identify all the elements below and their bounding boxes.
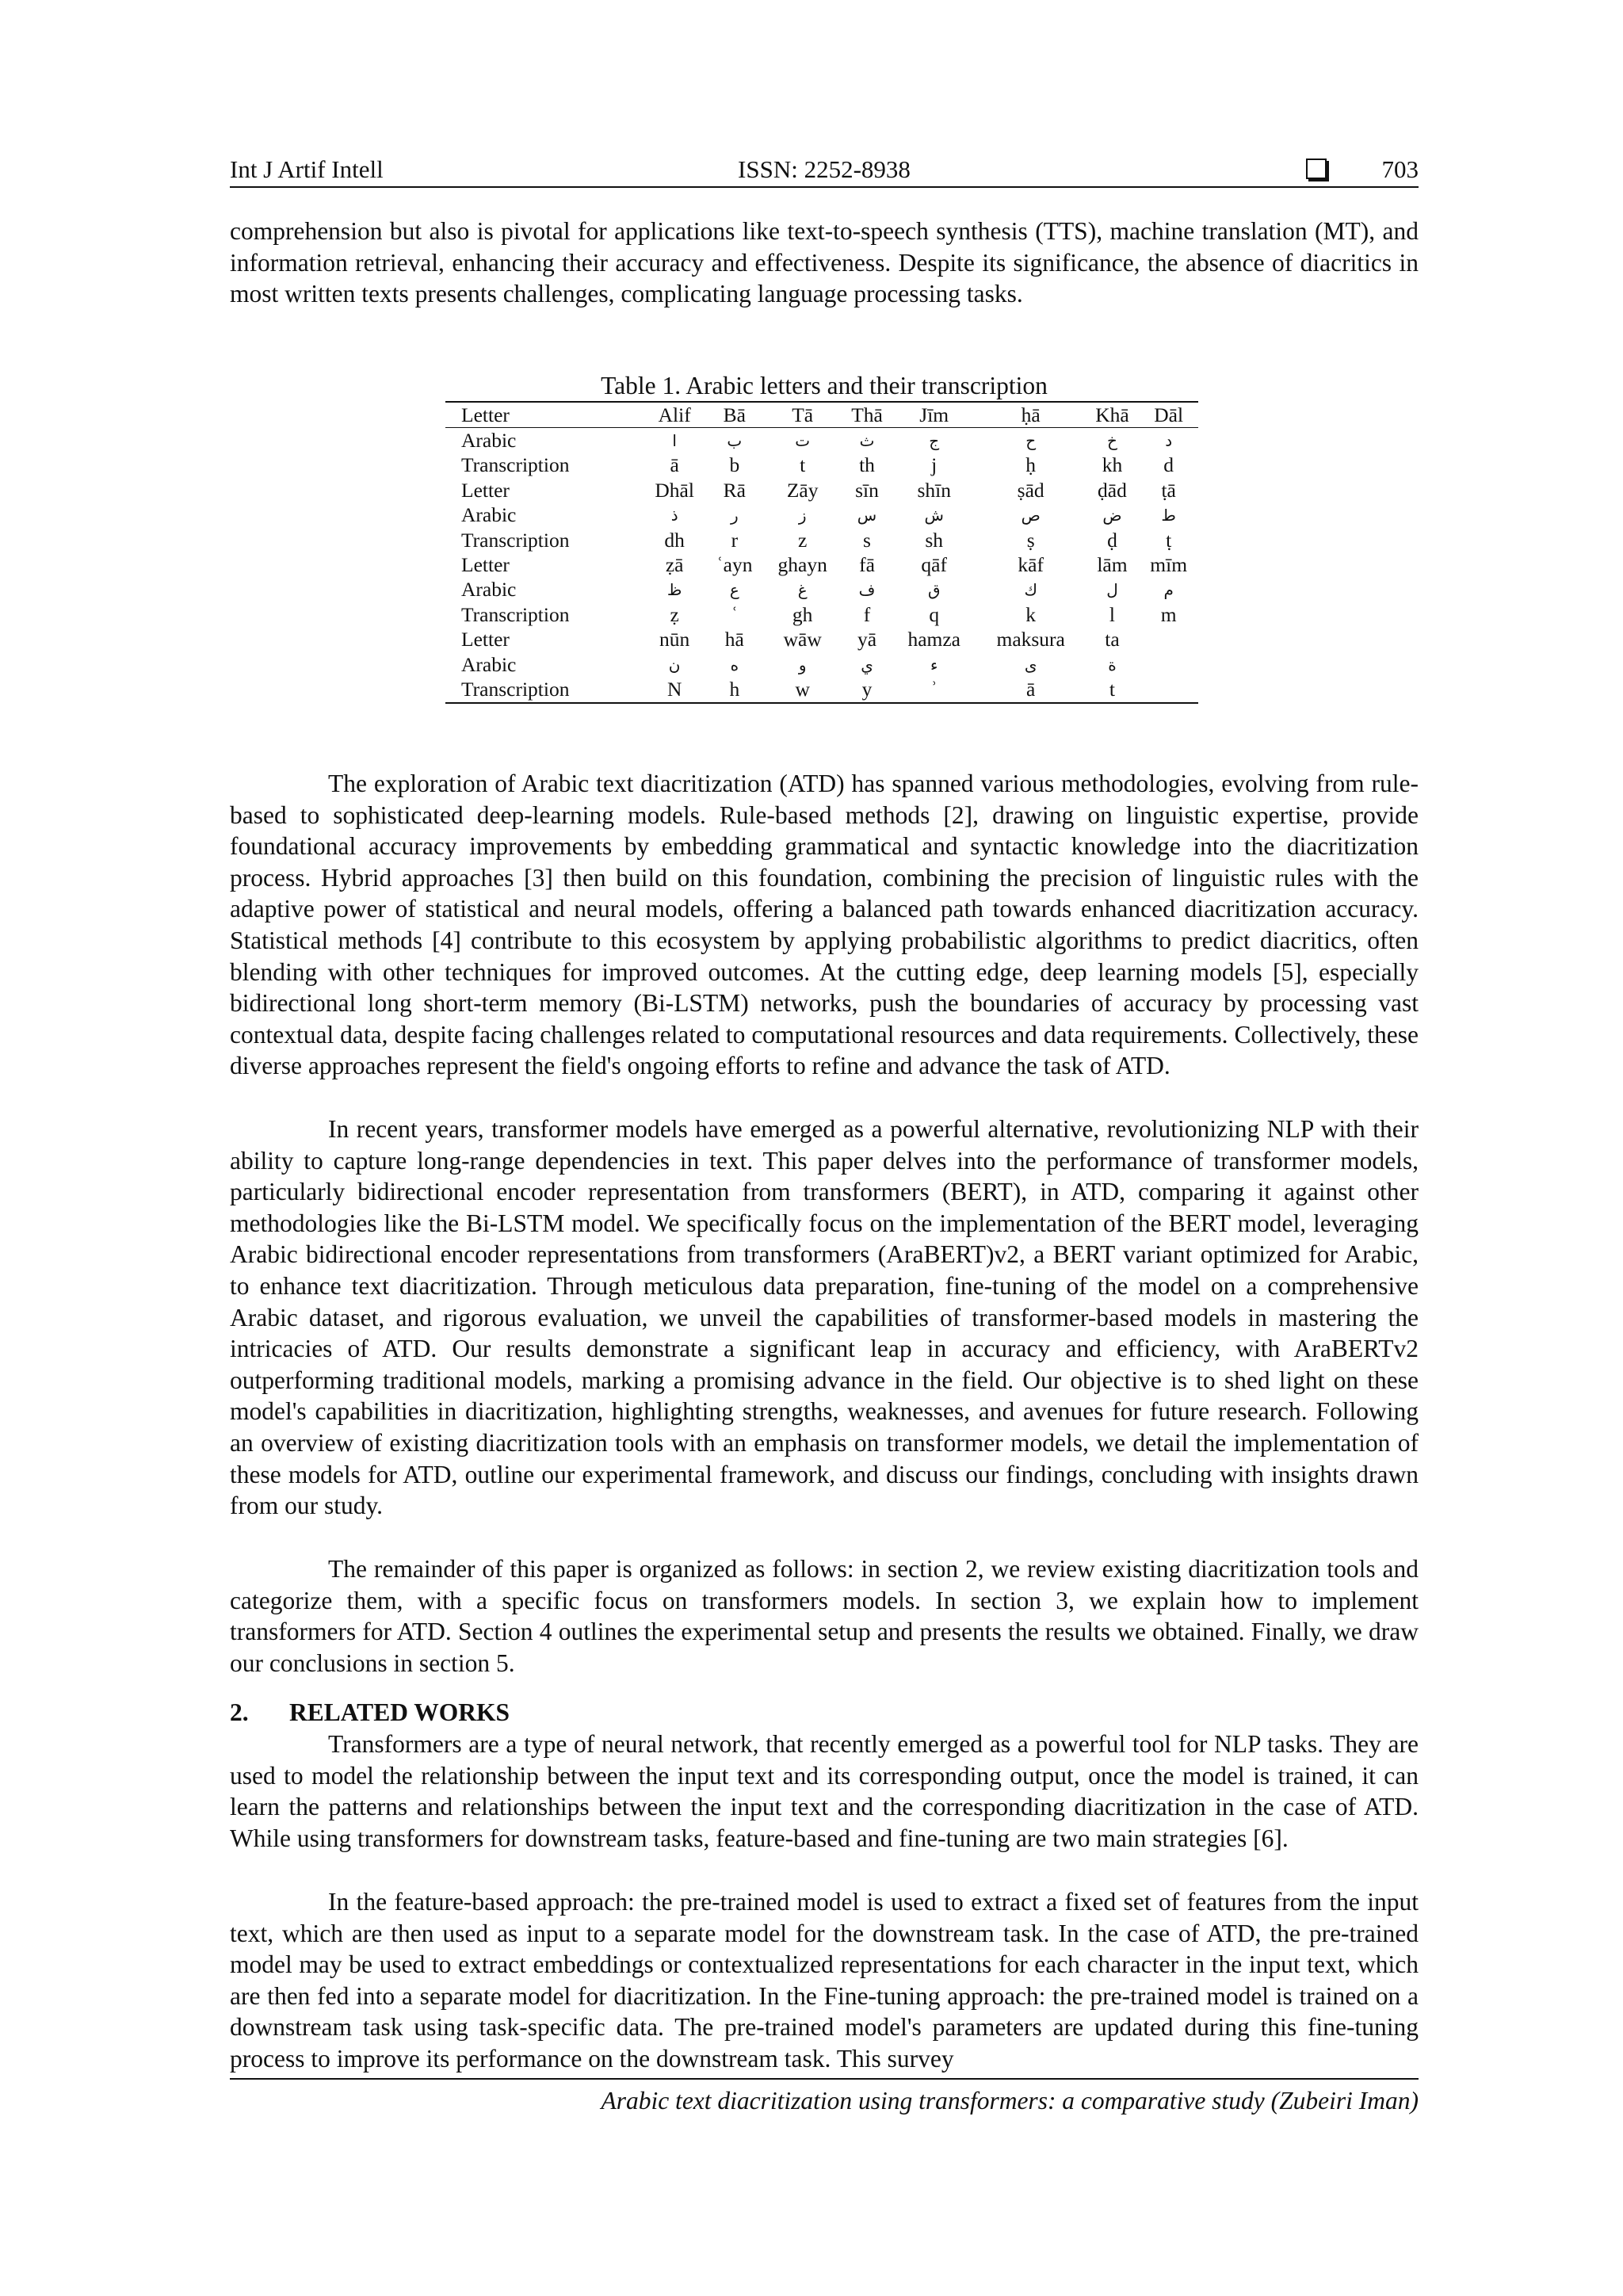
table-cell: ز xyxy=(798,506,807,525)
table-cell: ẓ xyxy=(670,602,679,626)
footer-rule xyxy=(230,2078,1419,2080)
row-label-cell: Letter xyxy=(461,478,510,502)
table-cell: Dāl xyxy=(1139,402,1198,428)
body-paragraph-2: In recent years, transformer models have emerged as a powerful alternative, revolutionizing NLP with their ability to capture long-range dependencies in text. This paper delves into the performance of transformer models, particularly bidirectional encoder representation from transformers (BERT), in ATD, comparing it against other methodologies like the Bi-LSTM model. We specifically focus on the implementation of the BERT model, leveraging Arabic bidirectional encoder representations from transformers (AraBERT)v2, a BERT variant optimized for Arabic, to enhance text diacritization. Through meticulous data preparation, fine-tuning of the model on a comprehensive Arabic dataset, and rigorous evaluation, we unveil the capabilities of transformer-based models in mastering the intricacies of ATD. Our results demonstrate a significant leap in accuracy and efficiency, with AraBERTv2 outperforming traditional models, marking a promising advance in the field. Our objective is to shed light on these model's capabilities in diacritization, highlighting strengths, weaknesses, and avenues for future research. Following an overview of existing diacritization tools with an emphasis on transformer models, we detail the implementation of these models for ATD, outline our experimental framework, and discuss our findings, concluding with insights drawn from our study. xyxy=(230,1115,1419,1520)
table-cell: ص xyxy=(1021,506,1041,525)
table-cell: ط xyxy=(1161,506,1176,525)
table-cell: ا xyxy=(672,431,677,451)
header-rule xyxy=(230,186,1419,188)
table-cell: ى xyxy=(1024,655,1037,674)
table-cell: ي xyxy=(861,655,873,674)
table-row xyxy=(445,528,1198,552)
table-row xyxy=(445,402,1198,428)
table-cell: wāw xyxy=(783,628,822,651)
intro-paragraph: comprehension but also is pivotal for applications like text-to-speech synthesis (TTS), machine translation (MT), and information retrieval, enhancing their accuracy and effectiveness. Despite its significance, the absence of diacritics in most written texts presents challenges, complicating language processing tasks. xyxy=(230,217,1419,308)
table-cell: b xyxy=(729,453,740,477)
body-paragraph-1: The exploration of Arabic text diacritization (ATD) has spanned various methodologies, evolving from rule-based to sophisticated deep-learning models. Rule-based methods [2], drawing on linguistic expertise, provide foundational accuracy improvements by embedding grammatical and syntactic knowledge into the diacritization process. Hybrid approaches [3] then build on this foundation, combining the precision of linguistic rules with the adaptive power of statistical and neural models, offering a balanced path towards enhanced diacritization accuracy. Statistical methods [4] contribute to this ecosystem by applying probabilistic algorithms to predict diacritics, often blending with other techniques for improved outcomes. At the cutting edge, deep learning models [5], especially bidirectional long short-term memory (Bi-LSTM) networks, push the boundaries of accuracy by processing vast contextual data, despite facing challenges related to computational resources and data requirements. Collectively, these diverse approaches represent the field's ongoing efforts to refine and advance the task of ATD. xyxy=(230,770,1419,1080)
table-cell: ض xyxy=(1102,506,1122,525)
table-cell: maksura xyxy=(996,628,1065,651)
table-cell: ذ xyxy=(670,506,678,525)
table-cell: ش xyxy=(924,506,944,525)
table-cell: ف xyxy=(858,580,876,600)
issn: ISSN: 2252-8938 xyxy=(738,155,911,183)
table-cell: gh xyxy=(792,602,813,626)
row-label-cell: Transcription xyxy=(461,602,570,626)
table-cell: t xyxy=(1109,677,1115,701)
table-cell: ع xyxy=(729,580,739,600)
table-cell: h xyxy=(729,677,740,701)
table-cell: ʿ xyxy=(731,602,739,626)
running-header xyxy=(230,155,1419,187)
row-label-cell: Letter xyxy=(461,553,510,577)
table-cell: ه xyxy=(730,655,739,674)
table-cell: ḍ xyxy=(1107,528,1117,552)
table-cell: و xyxy=(798,655,807,674)
table-cell: f xyxy=(863,602,871,626)
table-cell: ta xyxy=(1105,628,1120,651)
table-cell: ṭ xyxy=(1166,528,1172,552)
table-cell xyxy=(1139,652,1198,677)
table-cell: ظ xyxy=(666,580,682,600)
table-cell: غ xyxy=(797,580,808,600)
table-cell: kāf xyxy=(1018,553,1044,577)
section2-paragraph-1: Transformers are a type of neural network, that recently emerged as a powerful tool for NLP tasks. They are used to model the relationship between the input text and its corresponding output, once the model is trained, it can learn the patterns and relationships between the input text and the corresponding diacritization in the case of ATD. While using transformers for downstream tasks, feature-based and fine-tuning are two main strategies [6]. xyxy=(230,1730,1419,1852)
table-cell: r xyxy=(731,528,739,552)
table-cell: ق xyxy=(927,580,941,600)
table-cell: kh xyxy=(1102,453,1123,477)
row-label-cell: Arabic xyxy=(461,503,517,527)
row-label-cell: Arabic xyxy=(461,429,517,453)
table-cell: Dhāl xyxy=(655,478,694,502)
table-cell: yā xyxy=(857,628,877,651)
table-cell: د xyxy=(1165,431,1173,451)
table-cell: Zāy xyxy=(786,478,819,502)
table-cell: Alif xyxy=(643,402,706,428)
table-cell: ā xyxy=(1026,677,1036,701)
table-row xyxy=(445,503,1198,528)
table-row xyxy=(445,602,1198,627)
table-cell: shīn xyxy=(917,478,951,502)
table-cell: Rā xyxy=(723,478,746,502)
row-label-cell: Arabic xyxy=(461,578,517,602)
table-cell: Khā xyxy=(1086,402,1140,428)
table-cell: hamza xyxy=(907,628,960,651)
table-cell: l xyxy=(1109,602,1115,626)
table-cell: ر xyxy=(730,506,739,525)
table-cell: fā xyxy=(859,553,875,577)
table-cell: ā xyxy=(670,453,679,477)
table-row xyxy=(445,652,1198,677)
row-label-cell: Letter xyxy=(445,402,643,428)
table-cell: s xyxy=(863,528,871,552)
table-cell: ب xyxy=(727,431,743,451)
table-cell: ṣād xyxy=(1017,478,1044,502)
journal-name: Int J Artif Intell xyxy=(230,155,384,183)
table-cell: th xyxy=(859,453,875,477)
table-cell: ح xyxy=(1025,431,1037,451)
section2-paragraph-2: In the feature-based approach: the pre-trained model is used to extract a fixed set of features from the input text, which are then used as input to a separate model for the downstream task. In the case of ATD, the pre-trained model may be used to extract embeddings or contextualized representations for each character in the input text, which are then fed into a separate model for diacritization. In the Fine-tuning approach: the pre-trained model is trained on a downstream task using task-specific data. The pre-trained model's parameters are updated during this fine-tuning process to improve its performance on the downstream task. This survey xyxy=(230,1888,1419,2073)
row-label-cell: Transcription xyxy=(461,528,570,552)
table-cell: ة xyxy=(1108,655,1117,674)
table-cell: y xyxy=(861,677,873,701)
table-cell: ʾ xyxy=(930,677,938,701)
table-cell: Tā xyxy=(763,402,842,428)
body-paragraph-3: The remainder of this paper is organized as follows: in section 2, we review existing diacritization tools and categorize them, with a specific focus on transformers models. In section 3, we explain how to implement transformers for ATD. Section 4 outlines the experimental setup and presents the results we obtained. Finally, we draw our conclusions in section 5. xyxy=(230,1555,1419,1677)
table-cell: م xyxy=(1163,580,1174,600)
section-title: RELATED WORKS xyxy=(289,1698,510,1726)
table-cell: ṣ xyxy=(1026,528,1035,552)
table-cell: sh xyxy=(925,528,944,552)
running-footer: Arabic text diacritization using transformers: a comparative study (Zubeiri Iman) xyxy=(601,2087,1419,2115)
table-cell: س xyxy=(857,506,877,525)
table-cell: ث xyxy=(859,431,875,451)
table-cell: ʿayn xyxy=(716,553,753,577)
table-caption: Table 1. Arabic letters and their transcription xyxy=(601,372,1048,399)
table-cell: خ xyxy=(1107,431,1117,451)
table-cell: ṭā xyxy=(1161,478,1176,502)
table-row xyxy=(445,628,1198,652)
table-cell: lām xyxy=(1097,553,1128,577)
table-cell: ẓā xyxy=(665,553,684,577)
table-cell: ج xyxy=(929,431,940,451)
table-cell: m xyxy=(1160,602,1177,626)
table-cell: z xyxy=(798,528,808,552)
table-row xyxy=(445,428,1198,453)
table-cell xyxy=(1139,677,1198,702)
section-number: 2. xyxy=(230,1698,249,1726)
table-cell: ل xyxy=(1106,580,1118,600)
table-cell: ḥ xyxy=(1025,453,1037,477)
table-cell: N xyxy=(666,677,682,701)
table-cell: w xyxy=(795,677,810,701)
table-cell: ء xyxy=(930,655,938,674)
table-cell: ت xyxy=(795,431,811,451)
table-cell: ḍād xyxy=(1098,478,1127,502)
table-row xyxy=(445,478,1198,502)
arabic-letters-table xyxy=(445,401,1198,704)
table-cell: t xyxy=(800,453,806,477)
table-row xyxy=(445,552,1198,577)
table-row xyxy=(445,578,1198,602)
table-cell: sīn xyxy=(855,478,879,502)
table-cell: ḥā xyxy=(976,402,1086,428)
row-label-cell: Transcription xyxy=(461,453,570,477)
table-cell: Bā xyxy=(706,402,763,428)
table-cell: qāf xyxy=(921,553,947,577)
table-cell xyxy=(1139,628,1198,652)
row-label-cell: Transcription xyxy=(461,677,570,701)
table-cell: hā xyxy=(724,628,744,651)
table-cell: q xyxy=(929,602,940,626)
table-cell: Thā xyxy=(842,402,892,428)
page-number: 703 xyxy=(1381,155,1419,183)
table-cell: ن xyxy=(668,655,681,674)
table-cell: mīm xyxy=(1150,553,1188,577)
table-cell: Jīm xyxy=(892,402,976,428)
table-cell: dh xyxy=(664,528,685,552)
table-cell: k xyxy=(1025,602,1037,626)
table-cell: nūn xyxy=(659,628,690,651)
table-row xyxy=(445,677,1198,702)
section-heading xyxy=(230,1697,510,1729)
row-label-cell: Arabic xyxy=(461,652,517,676)
checkbox-square-icon xyxy=(1306,159,1327,179)
row-label-cell: Letter xyxy=(461,628,510,651)
table-cell: j xyxy=(931,453,938,477)
table-cell: ghayn xyxy=(777,553,827,577)
table-cell: ك xyxy=(1024,580,1037,600)
table-row xyxy=(445,453,1198,478)
table-cell: d xyxy=(1163,453,1174,477)
